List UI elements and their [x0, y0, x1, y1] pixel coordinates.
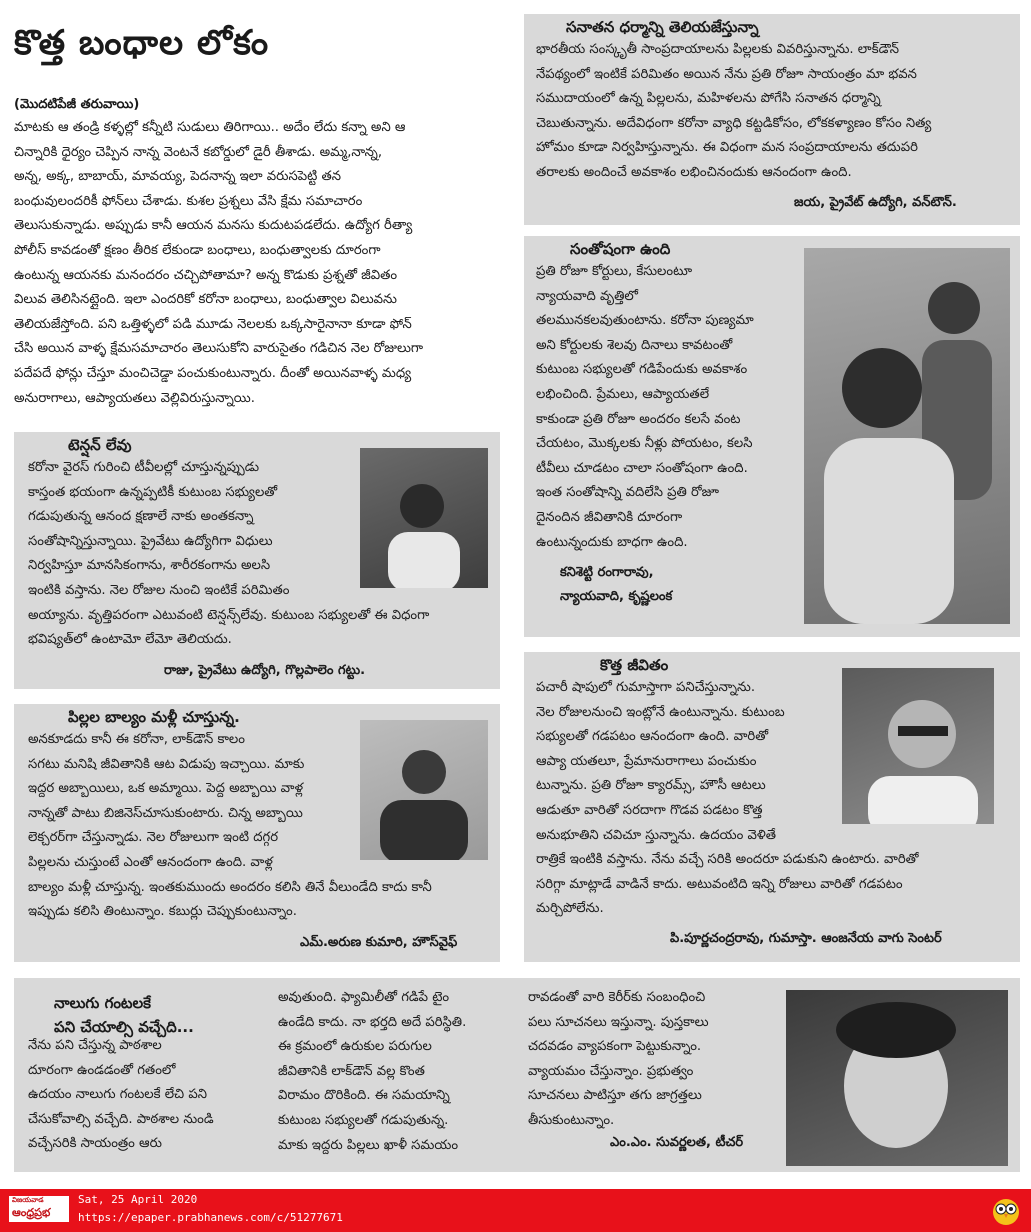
- box-heading: సంతోషంగా ఉంది: [570, 240, 671, 258]
- text-line: ఇంటికి వస్తాను. నెల రోజుల నుంచి ఇంటికే పరిమితం: [28, 582, 290, 598]
- text-line: ఉంటున్నందుకు బాధగా ఉంది.: [536, 534, 688, 550]
- text-line: మర్చిపోలేను.: [536, 901, 604, 917]
- continued-label: (మొదటిపేజీ తరువాయి): [14, 97, 140, 112]
- text-line: విరామం దొరికింది. ఈ సమయాన్ని: [278, 1088, 450, 1104]
- text-line: పోలీస్ కావడంతో క్షణం తీరిక లేకుండా బంధాలు, బంధుత్వాలకు దూరంగా: [14, 242, 381, 258]
- box-credit: జయ, ప్రైవేట్ ఉద్యోగి, వన్‌టౌన్.: [794, 195, 957, 210]
- text-line: ప్రతి రోజూ కోర్టులు, కేసులంటూ: [536, 264, 693, 279]
- text-line: ఇంత సంతోషాన్ని వదిలేసి ప్రతి రోజూ: [536, 485, 719, 501]
- text-line: పిల్లలను చుస్తుంటే ఎంతో ఆనందంగా ఉంది. వాళ్ల: [28, 854, 273, 870]
- text-line: గడుపుతున్న ఆనంద క్షణాలే నాకు అంతకన్నా: [28, 509, 254, 525]
- edition-date: Sat, 25 April 2020: [78, 1193, 198, 1206]
- text-line: ఆప్యా యతలూ, ప్రేమానురాగాలు పంచుకుం: [536, 753, 757, 769]
- text-line: కాకుండా ప్రతి రోజూ అందరం కలసే వంట: [536, 411, 741, 427]
- portrait-photo-man: [360, 448, 488, 588]
- text-line: సగటు మనిషి జీవితానికి ఆట విడుపు ఇచ్చాయి. మాకు: [28, 756, 305, 772]
- text-line: నెల రోజులనుంచి ఇంట్లోనే ఉంటున్నాను. కుటుంబ: [536, 704, 785, 720]
- box-heading: కొత్త జీవితం: [600, 656, 669, 674]
- box-heading: టెన్షన్ లేవు: [68, 436, 132, 454]
- text-line: ఆడుతూ వారితో సరదాగా గొడవ పడటం కొత్త: [536, 802, 763, 818]
- text-line: నిర్వహిస్తూ మానసికంగాను, శారీరకంగాను అలసి: [28, 558, 271, 574]
- epaper-footer: [0, 1189, 1031, 1232]
- box-credit: రాజు, ప్రైవేటు ఉద్యోగి, గొల్లపాలెం గట్టు.: [164, 663, 366, 678]
- logo-city: విజయవాడ: [12, 1196, 44, 1204]
- text-line: తరాలకు అందించే అవకాశం లభించినందుకు ఆనందంగా ఉంది.: [536, 164, 852, 180]
- text-line: పలు సూచనలు ఇస్తున్నా. పుస్తకాలు: [528, 1014, 709, 1030]
- box-credit-role: న్యాయవాది, కృష్ణలంక: [560, 589, 673, 604]
- text-line: రాత్రికే ఇంటికి వస్తాను. నేను వచ్చే సరికి అందరూ పడుకుని ఉంటారు. వారితో: [536, 852, 919, 868]
- text-line: ఇప్పుడు కలిసి తింటున్నాం. కబుర్లు చెప్పుకుంటున్నాం.: [28, 904, 297, 920]
- box-credit-name: కనిశెట్టి రంగారావు,: [560, 565, 654, 580]
- publisher-logo[interactable]: [9, 1196, 69, 1222]
- text-line: వచ్చేసరికి సాయంత్రం ఆరు: [28, 1136, 162, 1152]
- text-line: సముదాయంలో ఉన్న పిల్లలను, మహిళలను పోగేసి సనాతన ధర్మాన్ని: [536, 91, 881, 107]
- box-happy: [524, 236, 1020, 637]
- text-line: జీవితానికి లాక్‌డౌన్ వల్ల కొంత: [278, 1063, 425, 1079]
- text-line: రావడంతో వారి కెరీర్‌కు సంబంధించి: [528, 990, 706, 1005]
- text-line: తీసుకుంటున్నాం.: [528, 1112, 615, 1128]
- text-line: సరిగ్గా మాట్లాడే వాడినే కాదు. అటువంటిది ఇన్ని రోజులు వారితో గడపటం: [536, 876, 903, 892]
- text-line: కుటుంబ సభ్యులతో గడిపేందుకు అవకాశం: [536, 362, 748, 378]
- text-line: సూచనలు పాటిస్తూ తగు జాగ్రత్తలు: [528, 1088, 702, 1104]
- text-line: ఉదయం నాలుగు గంటలకే లేచి పని: [28, 1087, 207, 1103]
- text-line: నేపథ్యంలో ఇంటికే పరిమితం అయిన నేను ప్రతి రోజూ సాయంత్రం మా భవన: [536, 66, 917, 82]
- box-teacher: [14, 978, 1020, 1172]
- text-line: చేసి అయిన వాళ్ళ క్షేమసమాచారం తెలుసుకోని వారుసైతం గడిచిన నెల రోజులుగా: [14, 341, 424, 357]
- text-line: అవుతుంది. ఫ్యామిలీతో గడిపే టైం: [278, 990, 450, 1005]
- text-line: తెలియజేస్తోంది. పని ఒత్తిళ్ళలో పడి మూడు నెలలకు ఒక్కసారైనానా కూడా ఫోన్: [14, 316, 412, 332]
- main-article-body: [14, 116, 514, 411]
- text-line: అన్న, అక్క, బాబాయ్, మావయ్య, పెదనాన్న ఇలా వరుసపెట్టి తన: [14, 169, 342, 185]
- text-line: న్యాయవాది వృత్తిలో: [536, 288, 638, 304]
- portrait-photo-woman: [360, 720, 488, 860]
- text-line: వ్యాయమం చేస్తున్నాం. ప్రభుత్వం: [528, 1063, 694, 1079]
- article-link[interactable]: https://epaper.prabhanews.com/c/51277671: [78, 1211, 343, 1224]
- text-line: నాన్నతో పాటు బిజినెస్‌చూసుకుంటారు. చిన్న అబ్బాయి: [28, 805, 303, 821]
- box-newlife: [524, 652, 1020, 962]
- text-line: ఈ క్రమంలో ఉరుకుల పరుగుల: [278, 1039, 432, 1055]
- portrait-photo-teacher: [786, 990, 1008, 1166]
- box-column-1: [28, 1034, 270, 1157]
- box-childhood: [14, 704, 500, 962]
- owl-icon[interactable]: [991, 1194, 1021, 1226]
- text-line: టున్నాను. ప్రతి రోజూ క్యారమ్స్, హౌసీ ఆటలు: [536, 778, 766, 794]
- box-credit: ఎం.ఎం. సువర్ణలత, టీచర్: [610, 1135, 744, 1150]
- box-dharma: [524, 14, 1020, 225]
- text-line: చిన్నారికి ధైర్యం చెప్పిన నాన్న వెంటనే కబోర్డులో డైరీ తీశాడు. అమ్మ,నాన్న,: [14, 144, 383, 160]
- main-article: [14, 18, 514, 413]
- text-line: ఉండేది కాదు. నా భర్తది అదే పరిస్థితి.: [278, 1014, 467, 1030]
- text-line: అనకూడదు కానీ ఈ కరోనా, లాక్‌డౌన్ కాలం: [28, 732, 245, 747]
- text-line: విలువ తెలిసినట్లైంది. ఇలా ఎందరికో కరోనా బంధాలు, బంధుత్వాల విలువను: [14, 292, 397, 308]
- text-line: భవిష్యత్‌లో ఉంటామో లేమో తెలియదు.: [28, 632, 232, 648]
- text-line: కుటుంబ సభ్యులతో గడుపుతున్న.: [278, 1112, 449, 1128]
- box-heading-line1: నాలుగు గంటలకే: [54, 994, 151, 1012]
- text-line: లభించింది. ప్రేమలు, ఆప్యాయతలే: [536, 386, 710, 402]
- portrait-photo-man-glasses: [842, 668, 994, 824]
- box-heading: పిల్లల బాల్యం మళ్లీ చూస్తున్న.: [68, 708, 240, 726]
- box-column-3: [528, 986, 772, 1134]
- box-credit: పి.పూర్ణచంద్రరావు, గుమాస్తా. ఆంజనేయ వాగు సెంటర్: [670, 931, 942, 946]
- text-line: అనుభూతిని చవిచూ స్తున్నాను. ఉదయం వెళితే: [536, 827, 777, 843]
- text-line: చేయటం, మొక్కలకు నీళ్లు పోయటం, కలసి: [536, 436, 753, 452]
- text-line: బాల్యం మళ్లీ చూస్తున్న. ఇంతకుముందు అందరం కలిసి తినే వీలుండేది కాదు కానీ: [28, 879, 432, 895]
- text-line: తెలుసుకున్నాడు. అప్పుడు కానీ ఆయన మనసు కుదుటపడలేదు. ఉద్యోగ రీత్యా: [14, 218, 413, 234]
- text-line: భారతీయ సంస్కృతీ సాంప్రదాయాలను పిల్లలకు వివరిస్తున్నాను. లాక్‌డౌన్: [536, 42, 899, 57]
- text-line: టీవీలు చూడటం చాలా సంతోషంగా ఉంది.: [536, 460, 748, 476]
- text-line: సభ్యులతో గడపటం ఆనందంగా ఉంది. వారితో: [536, 729, 769, 745]
- text-line: హోమం కూడా నిర్వహిస్తున్నాను. ఈ విధంగా మన సంప్రదాయాలను తదుపరి: [536, 140, 918, 156]
- text-line: అని కోర్టులకు శెలవు దినాలు కావటంతో: [536, 337, 733, 353]
- box-credit: ఎమ్.అరుణ కుమారి, హౌస్‌వైఫ్: [300, 935, 458, 950]
- text-line: అయ్యాను. వృత్తిపరంగా ఎటువంటి టెన్షన్స్‌లేవు. కుటుంబ సభ్యులతో ఈ విధంగా: [28, 607, 430, 623]
- text-line: కరోనా వైరస్ గురించి టీవీలల్లో చూస్తున్నప్పుడు: [28, 460, 260, 475]
- text-line: మాటకు ఆ తండ్రి కళ్ళల్లో కన్నీటి సుడులు తిరిగాయి.. అదేం లేదు కన్నా అని ఆ: [14, 120, 406, 135]
- text-line: చెబుతున్నాను. అదేవిధంగా కరోనా వ్యాధి కట్టడికోసం, లోకకళ్యాణం కోసం నిత్య: [536, 115, 932, 131]
- text-line: నేను పని చేస్తున్న పాఠశాల: [28, 1038, 162, 1053]
- box-body: [536, 260, 806, 555]
- text-line: దూరంగా ఉండడంతో గతంలో: [28, 1062, 176, 1078]
- main-article-title: కొత్త బంధాల లోకం: [14, 23, 270, 63]
- text-line: తలమునకలవుతుంటాను. కరోనా పుణ్యమా: [536, 313, 754, 329]
- text-line: ఇద్దర అబ్బాయిలు, ఒక అమ్మాయి. పెద్ద అబ్బాయి వాళ్ల: [28, 781, 304, 797]
- text-line: బంధువులందరికీ ఫోన్‌లు చేశాడు. కుశల ప్రశ్నలు వేసి క్షేమ సమాచారం: [14, 193, 363, 209]
- text-line: లెక్చరర్‌గా చేస్తున్నాడు. నెల రోజులుగా ఇంటి దగ్గర: [28, 830, 279, 846]
- text-line: చేసుకోవాల్సి వచ్చేది. పాఠశాల నుండి: [28, 1111, 214, 1127]
- text-line: చదవడం వ్యాపకంగా పెట్టుకున్నాం.: [528, 1039, 702, 1055]
- portrait-photo-couple: [804, 248, 1010, 624]
- text-line: పచారీ షాపులో గుమాస్తాగా పనిచేస్తున్నాను.: [536, 680, 756, 695]
- text-line: అనురాగాలు, ఆప్యాయతలు వెల్లివిరుస్తున్నాయి.: [14, 390, 255, 406]
- text-line: దైనందిన జీవితానికి దూరంగా: [536, 509, 683, 525]
- box-tension: [14, 432, 500, 689]
- box-heading-line2: పని చేయాల్సి వచ్చేది...: [54, 1018, 194, 1036]
- text-line: మాకు ఇద్దరు పిల్లలు ఖాళీ సమయం: [278, 1137, 459, 1153]
- logo-name: ఆంధ్రప్రభ: [12, 1206, 51, 1219]
- text-line: సంతోషాన్నిస్తున్నాయి. ప్రైవేటు ఉద్యోగిగా విధులు: [28, 533, 273, 549]
- text-line: ఉంటున్న ఆయనకు మనందరం చచ్చిపోతామా? అన్న కొడుకు ప్రశ్నతో జీవితం: [14, 267, 398, 283]
- text-line: కాస్తంత భయంగా ఉన్నప్పటికీ కుటుంబ సభ్యులతో: [28, 484, 278, 500]
- box-heading: సనాతన ధర్మాన్ని తెలియజేస్తున్నా: [566, 18, 759, 36]
- text-line: పదేపదే ఫోన్లు చేస్తూ మంచిచెడ్డా పంచుకుంటున్నారు. దీంతో అయినవాళ్ళ మధ్య: [14, 365, 412, 381]
- box-column-2: [278, 986, 518, 1158]
- box-body: [536, 38, 1012, 186]
